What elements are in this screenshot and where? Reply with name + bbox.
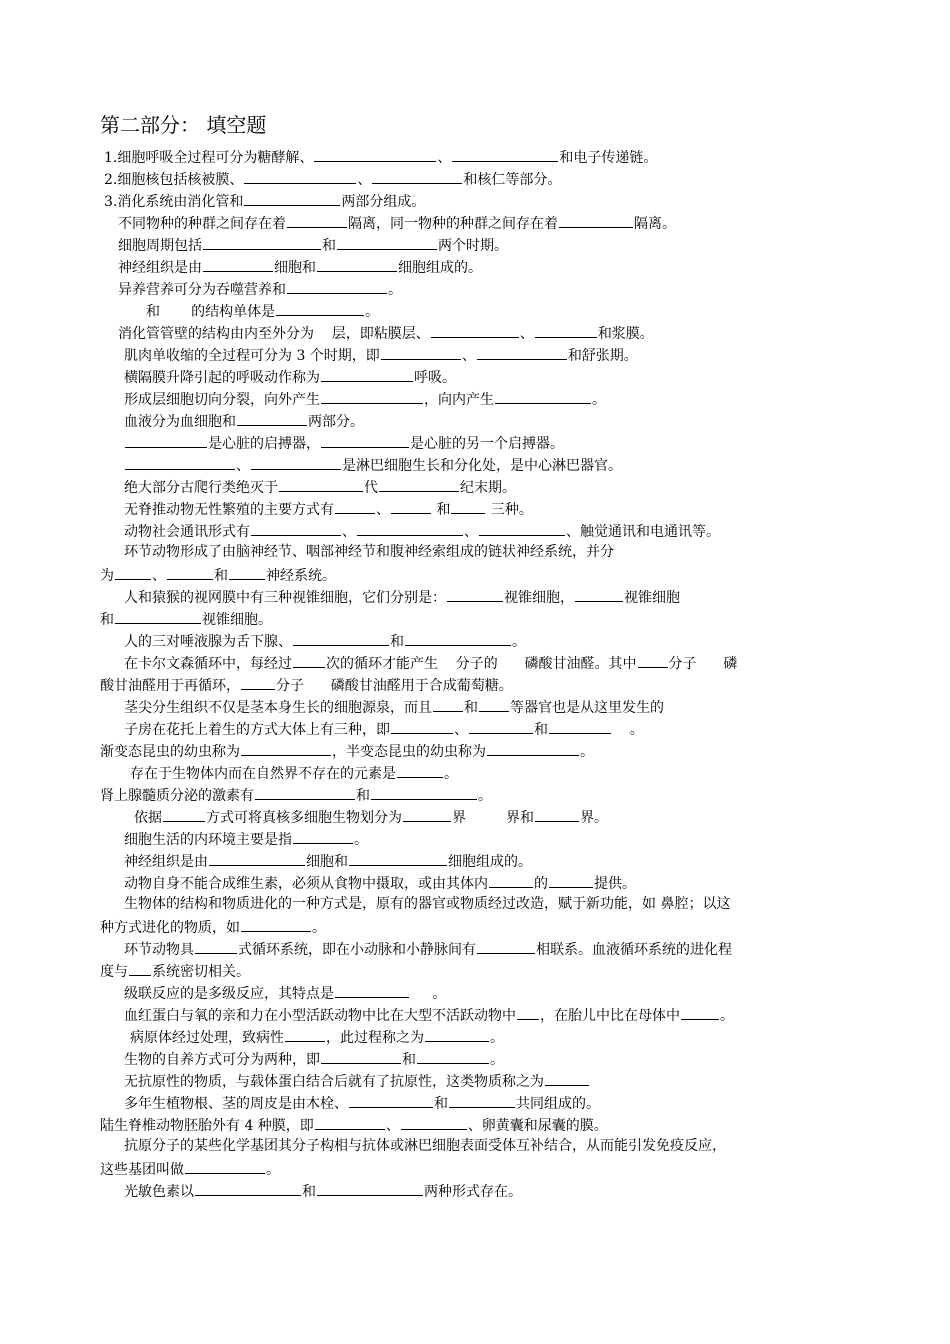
answer-blank[interactable] [203, 235, 321, 250]
question-text: 等器官也是从这里发生的 [510, 700, 664, 716]
question-text: 细胞和 [274, 260, 316, 276]
question-text: 细胞周期包括 [118, 238, 202, 254]
answer-blank[interactable] [317, 257, 397, 272]
question-text: 。 [512, 634, 526, 650]
question-text: 横隔膜升降引起的呼吸动作称为 [124, 370, 320, 386]
answer-blank[interactable] [125, 455, 235, 470]
question-text: 次的循环才能产生 分子的 磷酸甘油醛。其中 [326, 656, 637, 672]
question-text: 渐变态昆虫的幼虫称为 [100, 744, 240, 760]
question-text: 界 界和 [452, 810, 535, 826]
answer-blank[interactable] [397, 763, 443, 778]
question-text: 依据 [134, 810, 162, 826]
question-text: 和 [434, 1096, 448, 1112]
answer-blank[interactable] [241, 917, 311, 932]
answer-blank[interactable] [535, 807, 579, 822]
question-text: 。 [312, 920, 326, 936]
question-line [100, 741, 594, 761]
question-text: 和 [302, 1184, 316, 1200]
answer-blank[interactable] [279, 477, 363, 492]
answer-blank[interactable] [314, 147, 436, 162]
question-text: 、 [461, 348, 476, 364]
answer-blank[interactable] [321, 1049, 401, 1064]
answer-blank[interactable] [293, 631, 389, 646]
question-line [124, 851, 532, 871]
question-line [124, 653, 737, 673]
question-line [124, 345, 638, 365]
question-text: 2.细胞核包括核被膜、 [104, 172, 244, 188]
answer-blank[interactable] [405, 631, 511, 646]
question-text: 级联反应的是多级反应，其特点是 [124, 986, 334, 1002]
question-text: 。 [365, 304, 380, 320]
answer-blank[interactable] [391, 719, 453, 734]
question-text: 子房在花托上着生的方式大体上有三种，即 [124, 722, 390, 738]
question-text: 和 [534, 722, 548, 738]
question-text: 两部分。 [308, 414, 364, 430]
answer-blank[interactable] [321, 367, 413, 382]
question-text: 分子 磷 [668, 656, 738, 672]
answer-blank[interactable] [391, 499, 431, 514]
question-line [100, 565, 336, 585]
answer-blank[interactable] [115, 565, 151, 580]
question-text: 系统密切相关。 [152, 964, 250, 980]
question-text: 和电子传递链。 [559, 150, 658, 166]
answer-blank[interactable] [479, 521, 565, 536]
question-line [118, 213, 676, 233]
question-line [100, 609, 272, 629]
answer-blank[interactable] [237, 411, 307, 426]
question-text: 。 [490, 1052, 504, 1068]
question-line [124, 631, 526, 651]
question-text: 人和猿猴的视网膜中有三种视锥细胞，它们分别是： [124, 590, 446, 606]
question-text: 两种形式存在。 [424, 1184, 522, 1200]
answer-blank[interactable] [371, 785, 477, 800]
question-text: 隔离，同一物种的种群之间存在着 [348, 216, 558, 232]
question-text: 。 [612, 722, 644, 738]
question-text: 这些基团叫做 [100, 1162, 184, 1178]
question-text: 、 [236, 458, 250, 474]
question-text: 视锥细胞 [624, 590, 680, 606]
question-line [124, 829, 368, 849]
answer-blank[interactable] [477, 939, 535, 954]
question-line [134, 807, 608, 827]
question-line [100, 917, 326, 937]
answer-blank[interactable] [349, 1093, 433, 1108]
answer-blank[interactable] [575, 587, 623, 602]
question-line [100, 1159, 280, 1179]
answer-blank[interactable] [203, 257, 273, 272]
question-text: 和核仁等部分。 [463, 172, 562, 188]
question-line [118, 235, 508, 255]
question-text: 相联系。血液循环系统的进化程 [536, 942, 732, 958]
question-text: 绝大部分古爬行类绝灭于 [124, 480, 278, 496]
question-text: 1.细胞呼吸全过程可分为糖酵解、 [104, 150, 314, 166]
answer-blank[interactable] [425, 1027, 489, 1042]
question-line [146, 301, 379, 321]
answer-blank[interactable] [449, 1093, 515, 1108]
question-text: 和 [390, 634, 404, 650]
answer-blank[interactable] [549, 873, 593, 888]
answer-blank[interactable] [163, 807, 205, 822]
question-line [124, 587, 680, 607]
answer-blank[interactable] [535, 323, 597, 338]
question-line [124, 1049, 504, 1069]
answer-blank[interactable] [681, 1005, 719, 1020]
page-title: 第二部分： 填空题 [100, 113, 267, 137]
answer-blank[interactable] [287, 213, 347, 228]
question-text: 、 [152, 568, 166, 584]
answer-blank[interactable] [357, 521, 463, 536]
question-line [124, 477, 516, 497]
question-line [124, 433, 564, 453]
question-text: 是心脏的另一个启搏器。 [410, 436, 564, 452]
question-text: 。 [580, 744, 594, 760]
question-text: 人的三对唾液腺为舌下腺、 [124, 634, 292, 650]
question-text: 分子 磷酸甘油醛用于合成葡萄糖。 [276, 678, 513, 694]
question-text: 动物社会通讯形式有 [124, 524, 250, 540]
question-text: 、触觉通讯和电通讯等。 [566, 524, 720, 540]
question-line [124, 895, 730, 913]
question-line [104, 169, 561, 189]
question-text: 、 [376, 502, 390, 518]
question-text: 视锥细胞。 [202, 612, 272, 628]
answer-blank[interactable] [469, 719, 533, 734]
answer-blank[interactable] [241, 741, 331, 756]
question-text: 细胞组成的。 [448, 854, 532, 870]
question-text: 和 [356, 788, 370, 804]
question-line [124, 455, 622, 475]
answer-blank[interactable] [229, 565, 265, 580]
answer-blank[interactable] [115, 609, 201, 624]
question-line [124, 719, 644, 739]
question-text: 生物体的结构和物质进化的一种方式是，原有的器官或物质经过改造，赋于新功能，如 鼻腔；以这 [124, 896, 731, 912]
question-text: 、卵黄囊和尿囊的膜。 [467, 1118, 608, 1134]
question-text: 度与 [100, 964, 128, 980]
answer-blank[interactable] [433, 697, 463, 712]
answer-blank[interactable] [559, 213, 633, 228]
question-text: 神经组织是由 [118, 260, 202, 276]
question-text: 和 [464, 700, 478, 716]
question-text: 两个时期。 [438, 238, 508, 254]
answer-blank[interactable] [321, 433, 409, 448]
answer-blank[interactable] [403, 807, 451, 822]
question-line [124, 697, 664, 717]
question-text: 细胞组成的。 [398, 260, 482, 276]
question-text: 抗原分子的某些化学基团其分子构相与抗体或淋巴细胞表面受体互补结合，从而能引发免疫反应， [124, 1138, 726, 1154]
question-text: 和 的结构单体是 [146, 304, 276, 320]
answer-blank[interactable] [431, 323, 519, 338]
question-text: 无脊推动物无性繁殖的主要方式有 [124, 502, 334, 518]
answer-blank[interactable] [372, 169, 462, 184]
answer-blank[interactable] [129, 961, 151, 976]
question-line [100, 1115, 608, 1135]
question-text: 神经系统。 [266, 568, 336, 584]
answer-blank[interactable] [349, 851, 447, 866]
question-text: 三种。 [486, 502, 533, 518]
question-text: 共同组成的。 [516, 1096, 600, 1112]
question-text: 和 [322, 238, 336, 254]
question-text: 存在于生物体内而在自然界不存在的元素是 [130, 766, 396, 782]
answer-blank[interactable] [401, 1115, 467, 1130]
question-text: 和 [432, 502, 451, 518]
question-text: 、 [342, 524, 356, 540]
question-line [124, 411, 364, 431]
question-line [124, 543, 614, 561]
question-line [124, 389, 606, 409]
question-text: 和 [402, 1052, 416, 1068]
question-text: 酸甘油醛用于再循环， [100, 678, 240, 694]
question-line [100, 785, 492, 805]
question-text: 无抗原性的物质，与载体蛋白结合后就有了抗原性，这类物质称之为 [124, 1074, 544, 1090]
question-text: 是淋巴细胞生长和分化处，是中心淋巴器官。 [342, 458, 622, 474]
question-line [100, 675, 513, 695]
question-line [118, 323, 654, 343]
question-line [118, 279, 402, 299]
question-text: 和 [100, 612, 114, 628]
question-line [124, 1071, 590, 1091]
question-text: 纪末期。 [460, 480, 516, 496]
answer-blank[interactable] [638, 653, 668, 668]
question-text: 异养营养可分为吞噬营养和 [118, 282, 286, 298]
question-line [124, 873, 636, 893]
question-line [130, 1027, 504, 1047]
question-text: 代 [364, 480, 378, 496]
question-line [124, 367, 456, 387]
question-text: 、 [454, 722, 468, 738]
question-text: 隔离。 [634, 216, 676, 232]
question-text: 、 [464, 524, 478, 540]
question-text: 是心脏的启搏器， [208, 436, 320, 452]
question-line [124, 983, 446, 1003]
question-text: ，在胎儿中比在母体中 [540, 1008, 680, 1024]
question-text: 界。 [580, 810, 609, 826]
answer-blank[interactable] [487, 741, 579, 756]
answer-blank[interactable] [549, 719, 611, 734]
answer-blank[interactable] [477, 345, 567, 360]
question-text: 肾上腺髓质分泌的激素有 [100, 788, 254, 804]
question-text: 3.消化系统由消化管和 [104, 194, 244, 210]
question-text: 方式可将真核多细胞生物划分为 [206, 810, 402, 826]
question-text: 病原体经过处理，致病性 [130, 1030, 284, 1046]
question-line [124, 1005, 734, 1025]
question-text: 在卡尔文森循环中，每经过 [124, 656, 292, 672]
answer-blank[interactable] [285, 1027, 325, 1042]
question-text: 、 [519, 326, 534, 342]
question-text: 视锥细胞， [504, 590, 574, 606]
answer-blank[interactable] [244, 169, 356, 184]
answer-blank[interactable] [495, 389, 591, 404]
answer-blank[interactable] [195, 939, 237, 954]
question-text: ，半变态昆虫的幼虫称为 [332, 744, 486, 760]
answer-blank[interactable] [335, 499, 375, 514]
question-line [104, 191, 425, 211]
question-text: 茎尖分生组织不仅是茎本身生长的细胞源泉，而且 [124, 700, 432, 716]
question-text: 环节动物具 [124, 942, 194, 958]
answer-blank[interactable] [293, 829, 353, 844]
question-text: 。 [410, 986, 447, 1002]
question-text: 光敏色素以 [124, 1184, 194, 1200]
answer-blank[interactable] [321, 389, 423, 404]
answer-blank[interactable] [317, 1181, 423, 1196]
question-text: 。 [266, 1162, 280, 1178]
question-text: 。 [592, 392, 606, 408]
answer-blank[interactable] [241, 675, 275, 690]
answer-blank[interactable] [517, 1005, 539, 1020]
question-text: 消化管管壁的结构由内至外分为 层，即粘膜层、 [118, 326, 430, 342]
answer-blank[interactable] [195, 1181, 301, 1196]
answer-blank[interactable] [447, 587, 503, 602]
question-text: 为 [100, 568, 114, 584]
answer-blank[interactable] [489, 873, 533, 888]
question-text: 和浆膜。 [597, 326, 654, 342]
question-text: 。 [444, 766, 458, 782]
question-line [124, 1093, 600, 1113]
answer-blank[interactable] [545, 1071, 589, 1086]
question-text: 和 [214, 568, 228, 584]
question-text: 形成层细胞切向分裂，向外产生 [124, 392, 320, 408]
question-line [124, 1181, 522, 1201]
answer-blank[interactable] [255, 785, 355, 800]
question-line [100, 961, 250, 981]
answer-blank[interactable] [335, 983, 409, 998]
question-line [124, 1137, 726, 1155]
question-text: 生物的自养方式可分为两种，即 [124, 1052, 320, 1068]
question-text: 提供。 [594, 876, 636, 892]
question-text: 呼吸。 [414, 370, 456, 386]
question-text: 动物自身不能合成维生素，必须从食物中摄取，或由其体内 [124, 876, 488, 892]
question-text: 。 [490, 1030, 504, 1046]
question-text: 肌肉单收缩的全过程可分为 3 个时期，即 [124, 348, 380, 364]
question-text: 血红蛋白与氧的亲和力在小型活跃动物中比在大型不活跃动物中 [124, 1008, 516, 1024]
answer-blank[interactable] [337, 235, 437, 250]
answer-blank[interactable] [417, 1049, 489, 1064]
question-line [124, 499, 533, 519]
question-text: 多年生植物根、茎的周皮是由木栓、 [124, 1096, 348, 1112]
question-text: 陆生脊椎动物胚胎外有 4 种膜，即 [100, 1118, 314, 1134]
answer-blank[interactable] [251, 521, 341, 536]
question-text: ，此过程称之为 [326, 1030, 424, 1046]
question-line [130, 763, 458, 783]
question-text: 式循环系统，即在小动脉和小静脉间有 [238, 942, 476, 958]
question-text: 。 [478, 788, 492, 804]
question-text: 种方式进化的物质，如 [100, 920, 240, 936]
answer-blank[interactable] [452, 147, 558, 162]
question-text: 、 [385, 1118, 400, 1134]
question-text: 。 [388, 282, 402, 298]
answer-blank[interactable] [251, 455, 341, 470]
question-text: 两部分组成。 [341, 194, 426, 210]
question-text: 神经组织是由 [124, 854, 208, 870]
question-text: 不同物种的种群之间存在着 [118, 216, 286, 232]
answer-blank[interactable] [479, 697, 509, 712]
answer-blank[interactable] [381, 345, 461, 360]
answer-blank[interactable] [451, 499, 485, 514]
question-text: 和舒张期。 [567, 348, 638, 364]
question-line [118, 257, 482, 277]
question-text: ，向内产生 [424, 392, 494, 408]
answer-blank[interactable] [287, 279, 387, 294]
question-text: 细胞和 [306, 854, 348, 870]
answer-blank[interactable] [276, 301, 364, 316]
question-text: 血液分为血细胞和 [124, 414, 236, 430]
question-text: 的 [534, 876, 548, 892]
answer-blank[interactable] [244, 191, 340, 206]
answer-blank[interactable] [185, 1159, 265, 1174]
question-text: 。 [720, 1008, 734, 1024]
answer-blank[interactable] [293, 653, 325, 668]
answer-blank[interactable] [125, 433, 207, 448]
answer-blank[interactable] [209, 851, 305, 866]
question-text: 环节动物形成了由脑神经节、咽部神经节和腹神经索组成的链状神经系统，并分 [124, 544, 614, 560]
question-line [124, 521, 720, 541]
answer-blank[interactable] [315, 1115, 385, 1130]
question-text: 、 [357, 172, 372, 188]
question-text: 。 [354, 832, 368, 848]
question-line [124, 939, 732, 959]
question-line [104, 147, 657, 167]
answer-blank[interactable] [379, 477, 459, 492]
question-text: 、 [437, 150, 452, 166]
answer-blank[interactable] [167, 565, 213, 580]
question-text: 细胞生活的内环境主要是指 [124, 832, 292, 848]
